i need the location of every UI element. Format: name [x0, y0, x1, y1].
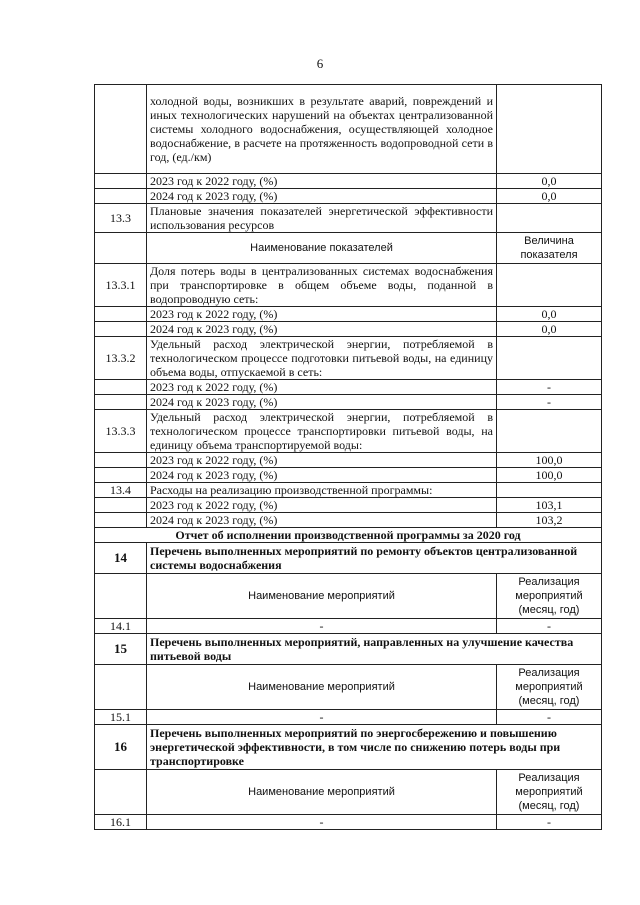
year-label: 2024 год к 2023 году, (%): [147, 395, 497, 410]
table-row: [95, 453, 602, 468]
indicator-value: -: [497, 380, 602, 395]
year-label: 2024 год к 2023 году, (%): [147, 468, 497, 483]
section-number: 15: [95, 634, 147, 665]
page-number: 6: [316, 56, 324, 71]
report-title: Отчет об исполнении производственной программы за 2020 год: [95, 528, 602, 543]
table-row: [95, 337, 602, 380]
table-header-row: [95, 770, 602, 815]
table-row: [95, 513, 602, 528]
measure-name: -: [147, 619, 497, 634]
section-title: Плановые значения показателей энергетической эффективности использования ресурсов: [147, 204, 497, 233]
report-title-row: [95, 528, 602, 543]
column-header-name: Наименование показателей: [147, 233, 497, 264]
table-row: [95, 498, 602, 513]
table-row: [95, 307, 602, 322]
table-row: [95, 174, 602, 189]
row-number: 15.1: [95, 710, 147, 725]
table-row: [95, 322, 602, 337]
table-header-row: [95, 233, 602, 264]
year-label: 2023 год к 2022 году, (%): [147, 453, 497, 468]
table-row: [95, 483, 602, 498]
section-row: [95, 725, 602, 770]
section-number: 14: [95, 543, 147, 574]
table-row: [95, 710, 602, 725]
indicator-value: 100,0: [497, 453, 602, 468]
year-label: 2023 год к 2022 году, (%): [147, 498, 497, 513]
column-header-name: Наименование мероприятий: [147, 574, 497, 619]
year-label: 2023 год к 2022 году, (%): [147, 380, 497, 395]
column-header-value: Реализация мероприятий (месяц, год): [497, 574, 602, 619]
indicator-value: 103,2: [497, 513, 602, 528]
measure-date: -: [497, 815, 602, 830]
table-row: [95, 619, 602, 634]
section-number: 13.3.1: [95, 264, 147, 307]
indicator-description: Доля потерь воды в централизованных системах водоснабжения при транспортировке в общем объеме воды, поданной в водопроводную сеть:: [147, 264, 497, 307]
indicator-description: Удельный расход электрической энергии, потребляемой в технологическом процессе транспортировки питьевой воды, на единицу объема транспортируемой воды:: [147, 410, 497, 453]
indicator-value: 100,0: [497, 468, 602, 483]
column-header-value: Реализация мероприятий (месяц, год): [497, 665, 602, 710]
table-row: [95, 85, 602, 174]
table-header-row: [95, 665, 602, 710]
section-number: 13.3.2: [95, 337, 147, 380]
section-title: Перечень выполненных мероприятий, направленных на улучшение качества питьевой воды: [147, 634, 602, 665]
section-number: 13.3.3: [95, 410, 147, 453]
table-row: [95, 395, 602, 410]
table-row: [95, 815, 602, 830]
section-title: Перечень выполненных мероприятий по ремонту объектов централизованной системы водоснабжения: [147, 543, 602, 574]
year-label: 2024 год к 2023 году, (%): [147, 322, 497, 337]
indicator-value: -: [497, 395, 602, 410]
indicator-value: 0,0: [497, 307, 602, 322]
section-row: [95, 543, 602, 574]
indicator-description: Удельный расход электрической энергии, потребляемой в технологическом процессе подготовки питьевой воды, на единицу объема воды, отпускаемой в сеть:: [147, 337, 497, 380]
measure-date: -: [497, 619, 602, 634]
table-row: [95, 410, 602, 453]
year-label: 2024 год к 2023 году, (%): [147, 189, 497, 204]
section-number: 13.4: [95, 483, 147, 498]
table-row: [95, 380, 602, 395]
measure-name: -: [147, 710, 497, 725]
column-header-value: Реализация мероприятий (месяц, год): [497, 770, 602, 815]
indicators-table: [94, 84, 602, 830]
column-header-value: Величина показателя: [497, 233, 602, 264]
column-header-name: Наименование мероприятий: [147, 665, 497, 710]
table-row: [95, 468, 602, 483]
column-header-name: Наименование мероприятий: [147, 770, 497, 815]
indicator-value: 103,1: [497, 498, 602, 513]
indicator-value: 0,0: [497, 322, 602, 337]
indicator-value: 0,0: [497, 189, 602, 204]
indicator-description: холодной воды, возникших в результате аварий, повреждений и иных технологических нарушений на объектах централизованной системы холодного водоснабжения, осуществляющей холодное водоснабжение, в расчете на протяженность водопроводной сети в год, (ед./км): [147, 85, 497, 174]
section-row: [95, 204, 602, 233]
indicator-value: 0,0: [497, 174, 602, 189]
row-number: 14.1: [95, 619, 147, 634]
year-label: 2023 год к 2022 году, (%): [147, 307, 497, 322]
indicator-description: Расходы на реализацию производственной программы:: [147, 483, 497, 498]
table-header-row: [95, 574, 602, 619]
row-number: 16.1: [95, 815, 147, 830]
table-row: [95, 189, 602, 204]
section-title: Перечень выполненных мероприятий по энергосбережению и повышению энергетической эффективности, в том числе по снижению потерь воды при транспортировке: [147, 725, 602, 770]
section-number: 13.3: [95, 204, 147, 233]
year-label: 2024 год к 2023 году, (%): [147, 513, 497, 528]
year-label: 2023 год к 2022 году, (%): [147, 174, 497, 189]
section-number: 16: [95, 725, 147, 770]
measure-date: -: [497, 710, 602, 725]
section-row: [95, 634, 602, 665]
table-row: [95, 264, 602, 307]
measure-name: -: [147, 815, 497, 830]
